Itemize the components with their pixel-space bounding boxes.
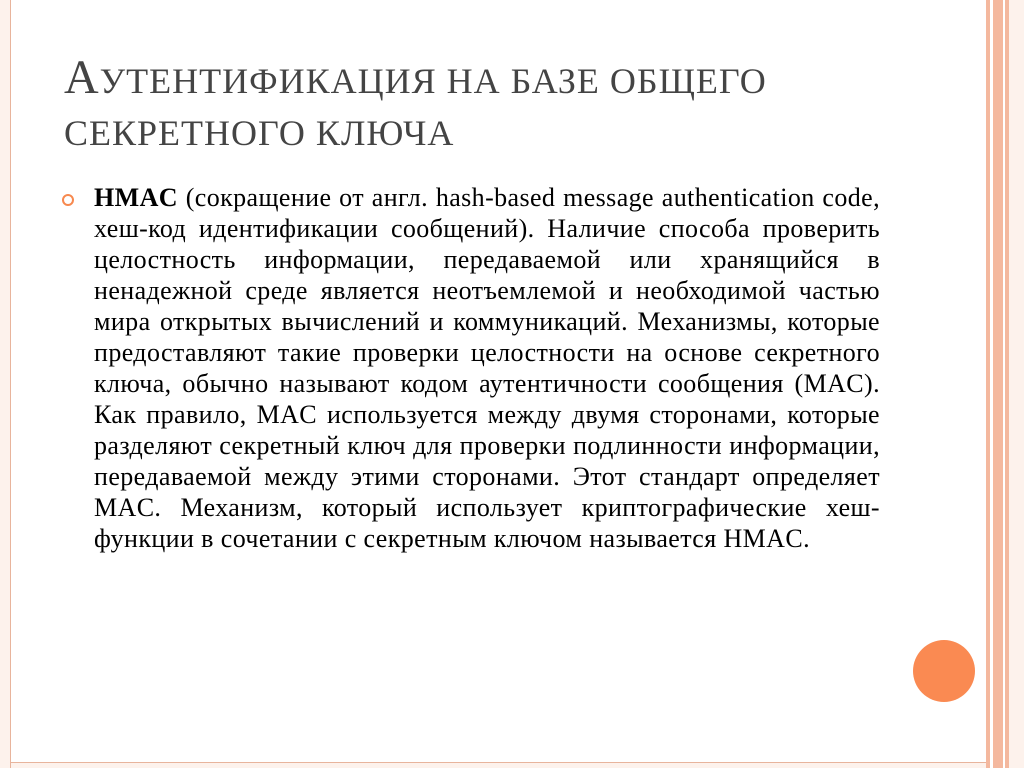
bullet-text — [94, 182, 880, 554]
left-border-line — [10, 0, 11, 768]
title-line-1-text: УТЕНТИФИКАЦИЯ НА БАЗЕ ОБЩЕГО — [99, 61, 767, 101]
bullet-list — [62, 182, 880, 554]
decorative-stripe — [1009, 0, 1024, 768]
orange-circle-decoration — [913, 640, 975, 702]
slide-title — [64, 52, 884, 159]
bullet-body: (сокращение от англ. hash-based message authentication code, хеш-код идентификации сообщений). Наличие способа проверить целостность информации, передаваемой или хранящийся в ненадежной среде является неотъемлемой и необходимой частью мира открытых вычислений и коммуникаций. Механизмы, которые предоставляют такие проверки целостности на основе секретного ключа, обычно называют кодом аутентичности сообщения (MAC). Как правило, MAC используется между двумя сторонами, которые разделяют секретный ключ для проверки подлинности информации, передаваемой между этими сторонами. Этот стандарт определяет MAC. Механизм, который использует криптографические хеш-функции в сочетании с секретным ключом называется HMAC. — [94, 183, 880, 553]
decorative-stripe — [993, 0, 1003, 768]
title-line-1 — [64, 52, 884, 107]
bullet-term: HMAC — [94, 183, 178, 212]
title-line-2: СЕКРЕТНОГО КЛЮЧА — [64, 113, 455, 153]
bottom-border-line — [10, 762, 988, 763]
list-item — [62, 182, 880, 554]
circle-bullet-icon — [62, 194, 74, 206]
title-initial: А — [64, 51, 100, 104]
